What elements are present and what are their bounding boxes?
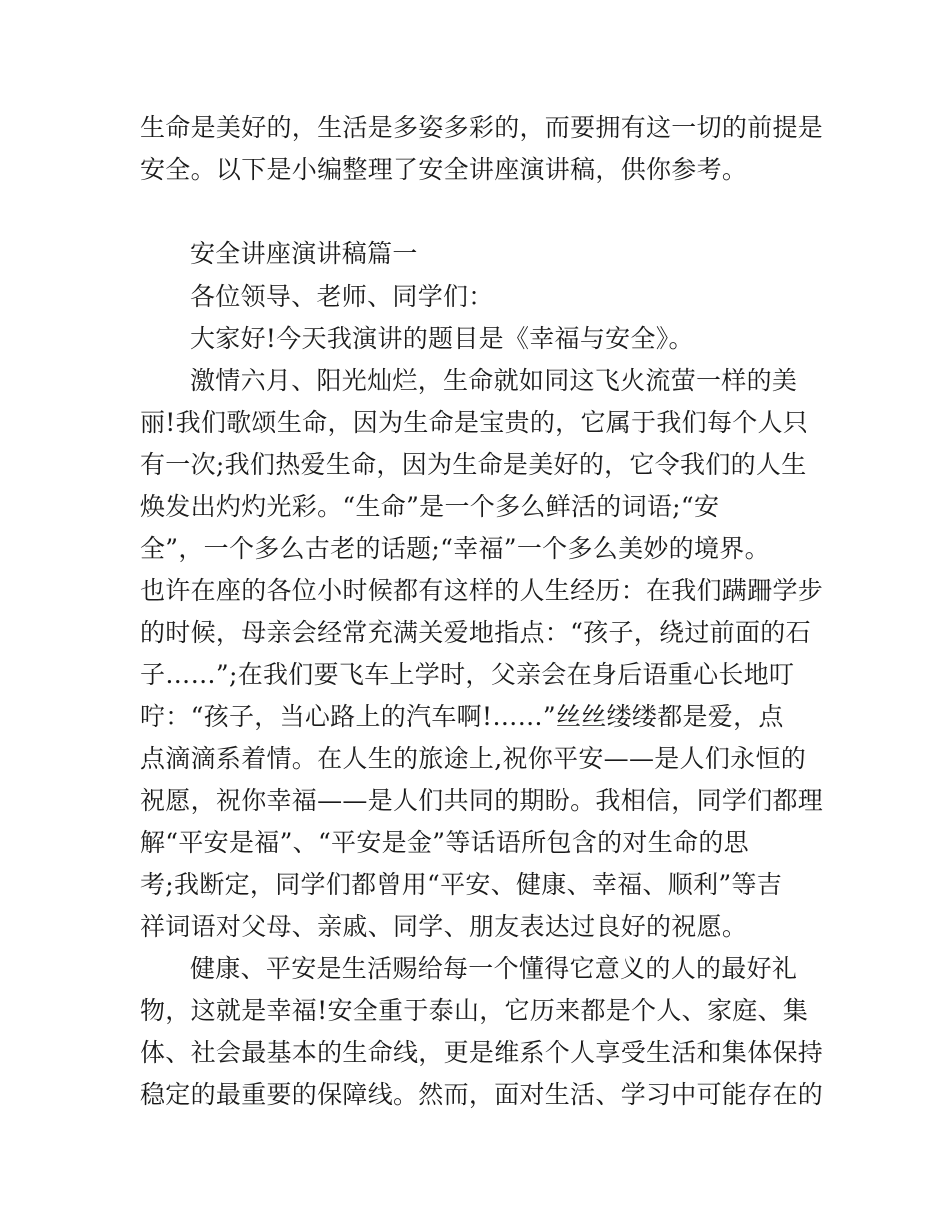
salutation: 各位领导、老师、同学们： [190, 282, 494, 311]
greeting: 大家好!今天我演讲的题目是《幸福与安全》。 [190, 324, 694, 353]
paragraph-1-line: 解“平安是福”、“平安是金”等话语所包含的对生命的思 [140, 828, 749, 857]
paragraph-1-line: 全”，一个多么古老的话题;“幸福”一个多么美妙的境界。 [140, 534, 770, 563]
paragraph-1-line: 焕发出灼灼光彩。“生命”是一个多么鲜活的词语;“安 [140, 492, 720, 521]
section-heading: 安全讲座演讲稿篇一 [190, 239, 418, 268]
intro-line-2: 安全。以下是小编整理了安全讲座演讲稿，供你参考。 [140, 155, 748, 184]
paragraph-1-line: 祝愿，祝你幸福——是人们共同的期盼。我相信，同学们都理 [140, 786, 824, 815]
paragraph-1-line: 有一次;我们热爱生命，因为生命是美好的，它令我们的人生 [140, 450, 807, 479]
paragraph-2-line: 体、社会最基本的生命线，更是维系个人享受生活和集体保持 [140, 1038, 824, 1067]
paragraph-1-line: 激情六月、阳光灿烂，生命就如同这飞火流萤一样的美 [190, 366, 798, 395]
paragraph-2-line: 健康、平安是生活赐给每一个懂得它意义的人的最好礼 [190, 954, 798, 983]
paragraph-1-line: 也许在座的各位小时候都有这样的人生经历：在我们蹒跚学步 [140, 576, 824, 605]
paragraph-1-line: 考;我断定，同学们都曾用“平安、健康、幸福、顺利”等吉 [140, 870, 783, 899]
paragraph-1-line: 咛：“孩子，当心路上的汽车啊!……”丝丝缕缕都是爱，点 [140, 702, 784, 731]
paragraph-1-line: 丽!我们歌颂生命，因为生命是宝贵的，它属于我们每个人只 [140, 408, 809, 437]
intro-line-1: 生命是美好的，生活是多姿多彩的，而要拥有这一切的前提是 [140, 113, 824, 142]
paragraph-2-line: 物，这就是幸福!安全重于泰山，它历来都是个人、家庭、集 [140, 996, 809, 1025]
paragraph-1-line: 祥词语对父母、亲戚、同学、朋友表达过良好的祝愿。 [140, 912, 748, 941]
paragraph-2-line: 稳定的最重要的保障线。然而，面对生活、学习中可能存在的 [140, 1080, 824, 1109]
paragraph-1-line: 的时候，母亲会经常充满关爱地指点：“孩子，绕过前面的石 [140, 618, 811, 647]
paragraph-1-line: 子……”;在我们要飞车上学时，父亲会在身后语重心长地叮 [140, 660, 795, 689]
paragraph-1-line: 点滴滴系着情。在人生的旅途上,祝你平安——是人们永恒的 [140, 744, 807, 773]
